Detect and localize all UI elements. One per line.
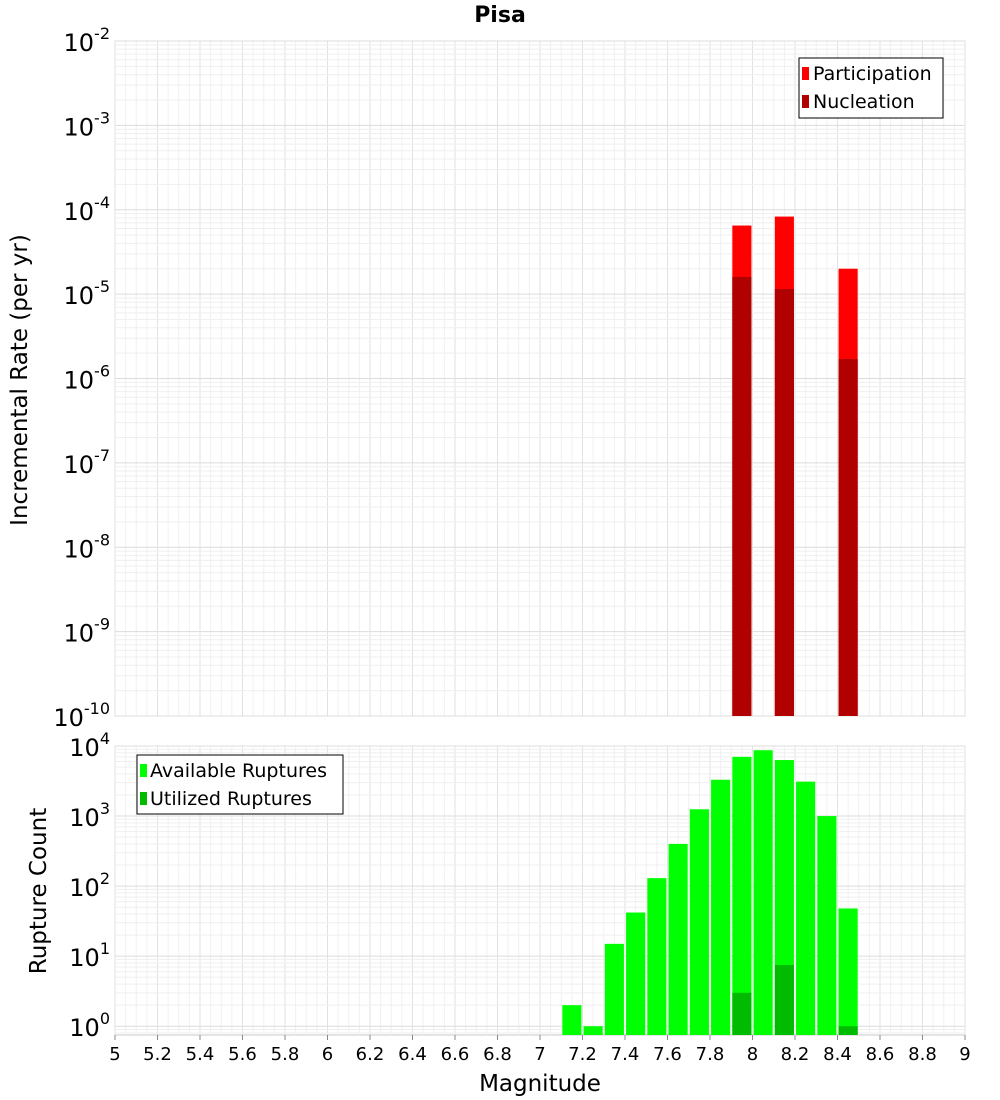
count-y-tick: $10^4$: [69, 729, 110, 762]
magnitude-tick-label: 6.2: [355, 1044, 385, 1065]
count-bar-a: [562, 1005, 581, 1035]
rate-y-tick: $10^{-4}$: [63, 192, 110, 226]
nucleation-legend-label: Nucleation: [813, 91, 915, 113]
count-y-tick: $10^0$: [69, 1009, 110, 1043]
rate-y-tick: $10^{-6}$: [63, 361, 110, 395]
count-bar-a: [669, 844, 688, 1035]
magnitude-tick-label: 6.4: [398, 1044, 427, 1065]
magnitude-tick-labels: [109, 1035, 970, 1065]
count-bar-b: [732, 993, 751, 1035]
magnitude-tick-label: 7: [534, 1044, 546, 1065]
participation-legend-swatch: [802, 67, 809, 80]
magnitude-tick-label: 5.6: [228, 1044, 257, 1065]
magnitude-tick-label: 6.8: [483, 1044, 512, 1065]
magnitude-tick-label: 8: [746, 1044, 759, 1065]
nucleation-legend-swatch: [802, 95, 809, 108]
count-bar-a: [711, 780, 730, 1035]
rate-y-tick: $10^{-2}$: [63, 24, 110, 57]
rate-y-tick: $10^{-3}$: [63, 108, 110, 142]
count-bar-b: [839, 1026, 858, 1035]
chart-title: Pisa: [474, 3, 526, 28]
participation-legend-label: Participation: [813, 63, 932, 85]
magnitude-tick-label: 8.6: [865, 1044, 895, 1065]
magnitude-tick-label: 8.8: [908, 1044, 937, 1065]
rate-y-tick: $10^{-7}$: [63, 445, 110, 479]
count-bar-a: [839, 908, 858, 1035]
count-panel: [26, 729, 971, 1097]
count-bar-a: [647, 878, 666, 1035]
count-bar-a: [817, 816, 836, 1035]
count-y-axis-label: Rupture Count: [26, 807, 52, 975]
magnitude-tick-label: 5: [109, 1044, 121, 1065]
magnitude-tick-label: 7.8: [695, 1044, 725, 1065]
magnitude-tick-label: 6.6: [440, 1044, 470, 1065]
magnitude-tick-label: 8.2: [780, 1044, 810, 1065]
magnitude-tick-label: 7.2: [568, 1044, 597, 1065]
rate-bar-b: [732, 277, 751, 716]
count-bar-a: [796, 782, 815, 1035]
rate-y-tick: $10^{-9}$: [63, 614, 110, 648]
rate-y-tick-labels: [53, 24, 110, 732]
magnitude-axis-label: Magnitude: [479, 1071, 601, 1097]
magnitude-tick-label: 5.2: [143, 1044, 172, 1065]
magnitude-tick-label: 5.4: [185, 1044, 215, 1065]
count-bar-a: [690, 809, 709, 1035]
count-y-tick: $10^3$: [69, 799, 110, 833]
magnitude-tick-label: 8.4: [823, 1044, 852, 1065]
magnitude-tick-label: 5.8: [270, 1044, 300, 1065]
rate-panel: [7, 3, 965, 732]
count-legend: [137, 755, 343, 814]
count-y-tick: $10^1$: [69, 939, 110, 973]
magnitude-tick-label: 9: [959, 1044, 971, 1065]
rate-y-tick: $10^{-10}$: [53, 699, 110, 732]
count-y-tick-labels: [69, 729, 110, 1042]
utilized-legend-swatch: [140, 792, 147, 805]
rate-y-axis-label: Incremental Rate (per yr): [7, 234, 33, 526]
count-bar-a: [626, 913, 645, 1035]
magnitude-tick-label: 7.4: [610, 1044, 640, 1065]
magnitude-tick-label: 7.6: [653, 1044, 682, 1065]
rate-y-tick: $10^{-8}$: [63, 530, 110, 564]
rate-bar-b: [839, 359, 858, 716]
count-bar-a: [605, 944, 624, 1035]
rate-legend: [799, 58, 943, 118]
count-bar-a: [754, 750, 773, 1035]
magnitude-tick-label: 6: [321, 1044, 334, 1065]
rate-bar-b: [775, 289, 794, 716]
count-bar-b: [775, 965, 794, 1035]
rate-y-tick: $10^{-5}$: [63, 277, 110, 311]
rate-gridlines: [115, 41, 965, 716]
count-bar-a: [584, 1026, 603, 1035]
count-y-tick: $10^2$: [69, 869, 110, 903]
utilized-legend-label: Utilized Ruptures: [150, 788, 312, 810]
available-legend-label: Available Ruptures: [150, 760, 327, 782]
available-legend-swatch: [140, 764, 147, 777]
